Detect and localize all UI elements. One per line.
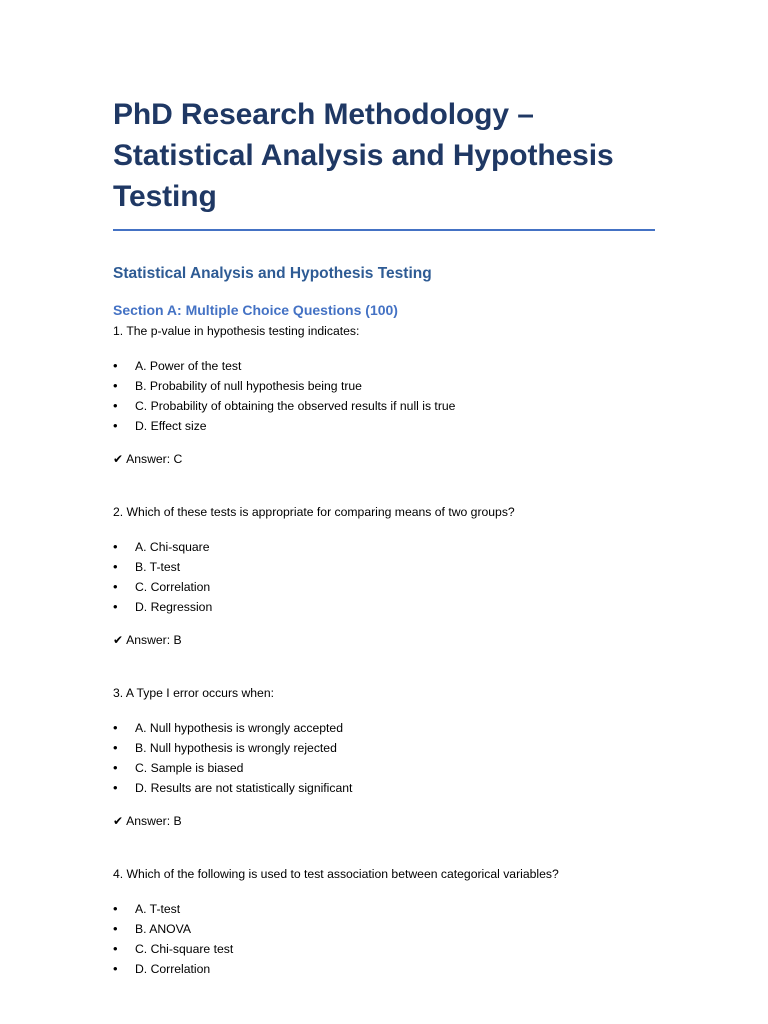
bullet-icon: • [113,921,118,936]
option-item [113,919,656,939]
question-text: 1. The p-value in hypothesis testing indicates: [113,324,360,338]
options-list [113,537,656,617]
option-label: D. Correlation [135,962,211,976]
option-item [113,557,656,577]
checkmark-icon: ✔ [113,633,124,647]
option-label: A. Chi-square [135,540,210,554]
option-item [113,356,656,376]
option-item [113,738,656,758]
option-label: A. Power of the test [135,359,242,373]
option-label: C. Correlation [135,580,211,594]
bullet-icon: • [113,720,118,735]
option-item [113,537,656,557]
option-label: B. T-test [135,560,181,574]
option-label: B. Probability of null hypothesis being true [135,379,362,393]
option-label: B. Null hypothesis is wrongly rejected [135,741,337,755]
option-label: C. Probability of obtaining the observed results if null is true [135,399,456,413]
answer-text: Answer: B [126,633,182,647]
option-item [113,577,656,597]
option-item [113,416,656,436]
bullet-icon: • [113,941,118,956]
bullet-icon: • [113,740,118,755]
bullet-icon: • [113,559,118,574]
bullet-icon: • [113,398,118,413]
option-label: B. ANOVA [135,922,191,936]
option-label: A. T-test [135,902,181,916]
bullet-icon: • [113,760,118,775]
bullet-icon: • [113,901,118,916]
answer-line [113,451,656,467]
question-block [113,866,656,979]
document-title: PhD Research Methodology – Statistical Analysis and Hypothesis Testing [113,98,614,213]
bullet-icon: • [113,358,118,373]
option-item [113,718,656,738]
option-item [113,959,656,979]
option-item [113,939,656,959]
option-item [113,758,656,778]
answer-text: Answer: B [126,814,182,828]
answer-line [113,813,656,829]
question-text: 2. Which of these tests is appropriate for comparing means of two groups? [113,505,515,519]
options-list [113,718,656,798]
options-list [113,899,656,979]
option-item [113,376,656,396]
option-label: D. Effect size [135,419,207,433]
bullet-icon: • [113,780,118,795]
question-block [113,685,656,829]
bullet-icon: • [113,418,118,433]
option-label: C. Chi-square test [135,942,234,956]
bullet-icon: • [113,961,118,976]
question-block [113,323,656,467]
bullet-icon: • [113,579,118,594]
bullet-icon: • [113,378,118,393]
checkmark-icon: ✔ [113,452,124,466]
question-text: 3. A Type I error occurs when: [113,686,275,700]
bullet-icon: • [113,599,118,614]
title-divider [113,229,655,231]
question-text: 4. Which of the following is used to test association between categorical variables? [113,867,559,881]
option-label: A. Null hypothesis is wrongly accepted [135,721,343,735]
options-list [113,356,656,436]
checkmark-icon: ✔ [113,814,124,828]
question-list [113,323,656,979]
option-item [113,899,656,919]
answer-text: Answer: C [126,452,183,466]
option-label: C. Sample is biased [135,761,244,775]
option-label: D. Results are not statistically significant [135,781,353,795]
section-heading: Section A: Multiple Choice Questions (100) [113,302,398,318]
bullet-icon: • [113,539,118,554]
option-item [113,778,656,798]
topic-heading: Statistical Analysis and Hypothesis Testing [113,265,432,282]
option-label: D. Regression [135,600,213,614]
option-item [113,597,656,617]
question-block [113,504,656,648]
option-item [113,396,656,416]
answer-line [113,632,656,648]
